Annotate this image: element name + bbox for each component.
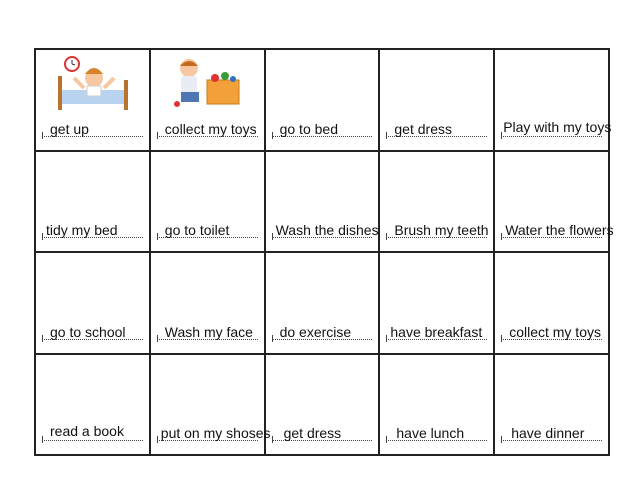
- grid-cell: [36, 253, 151, 355]
- grid-cell: [151, 355, 271, 457]
- grid-cell: [36, 50, 151, 152]
- grid-cell: [151, 152, 266, 254]
- activity-label: get dress: [394, 120, 452, 137]
- grid-cell: [380, 50, 495, 152]
- line-tick: [157, 335, 158, 342]
- line-tick: [157, 132, 158, 139]
- grid-cell: [151, 253, 266, 355]
- activity-label: put on my shoses: [160, 425, 271, 441]
- toy-box-child-icon: [169, 54, 249, 114]
- grid-cell: [151, 50, 266, 152]
- line-tick: [157, 436, 158, 443]
- answer-line: [42, 440, 143, 441]
- line-tick: [272, 233, 273, 240]
- grid-cell: [266, 152, 381, 254]
- grid-cell: [380, 355, 495, 457]
- line-tick: [42, 335, 43, 342]
- line-tick: [42, 233, 43, 240]
- line-tick: [501, 132, 502, 139]
- line-tick: [386, 132, 387, 139]
- wake-up-child-icon: [54, 54, 134, 114]
- activity-label: collect my toys: [509, 323, 601, 340]
- activity-label: Water the flowers: [505, 222, 614, 238]
- grid-cell: [266, 50, 381, 152]
- grid-cell: [495, 50, 610, 152]
- grid-cell: [266, 355, 381, 457]
- grid-cell: [380, 253, 495, 355]
- activity-label: Wash my face: [164, 323, 253, 340]
- line-tick: [501, 436, 502, 443]
- line-tick: [42, 436, 43, 443]
- activity-label: Brush my teeth: [394, 222, 489, 238]
- grid-cell: [495, 355, 610, 457]
- grid-cell: [36, 152, 151, 254]
- answer-line: [501, 136, 602, 137]
- activity-label: do exercise: [279, 323, 352, 340]
- grid-cell: [36, 355, 151, 457]
- line-tick: [386, 436, 387, 443]
- activity-label: get up: [50, 120, 89, 137]
- line-tick: [386, 233, 387, 240]
- grid-cell: [495, 152, 614, 254]
- activity-label: read a book: [50, 423, 124, 439]
- grid-cell: [380, 152, 495, 254]
- line-tick: [386, 335, 387, 342]
- line-tick: [157, 233, 158, 240]
- activity-label: have breakfast: [390, 323, 483, 340]
- activity-label: have dinner: [511, 425, 585, 441]
- activity-label: go to bed: [279, 120, 338, 137]
- line-tick: [272, 335, 273, 342]
- activity-label: Wash the dishes: [275, 222, 379, 238]
- activity-label: go to school: [50, 323, 126, 340]
- activity-label: collect my toys: [164, 120, 257, 137]
- line-tick: [42, 132, 43, 139]
- activity-label: get dress: [283, 425, 342, 441]
- activity-label: have lunch: [396, 425, 465, 441]
- activity-label: tidy my bed: [46, 222, 118, 238]
- line-tick: [501, 335, 502, 342]
- line-tick: [272, 132, 273, 139]
- activity-label: Play with my toys: [503, 118, 612, 135]
- grid-cell: [266, 253, 381, 355]
- grid-cell: [495, 253, 610, 355]
- line-tick: [272, 436, 273, 443]
- activity-label: go to toilet: [164, 222, 230, 238]
- activity-grid: [34, 48, 614, 456]
- line-tick: [501, 233, 502, 240]
